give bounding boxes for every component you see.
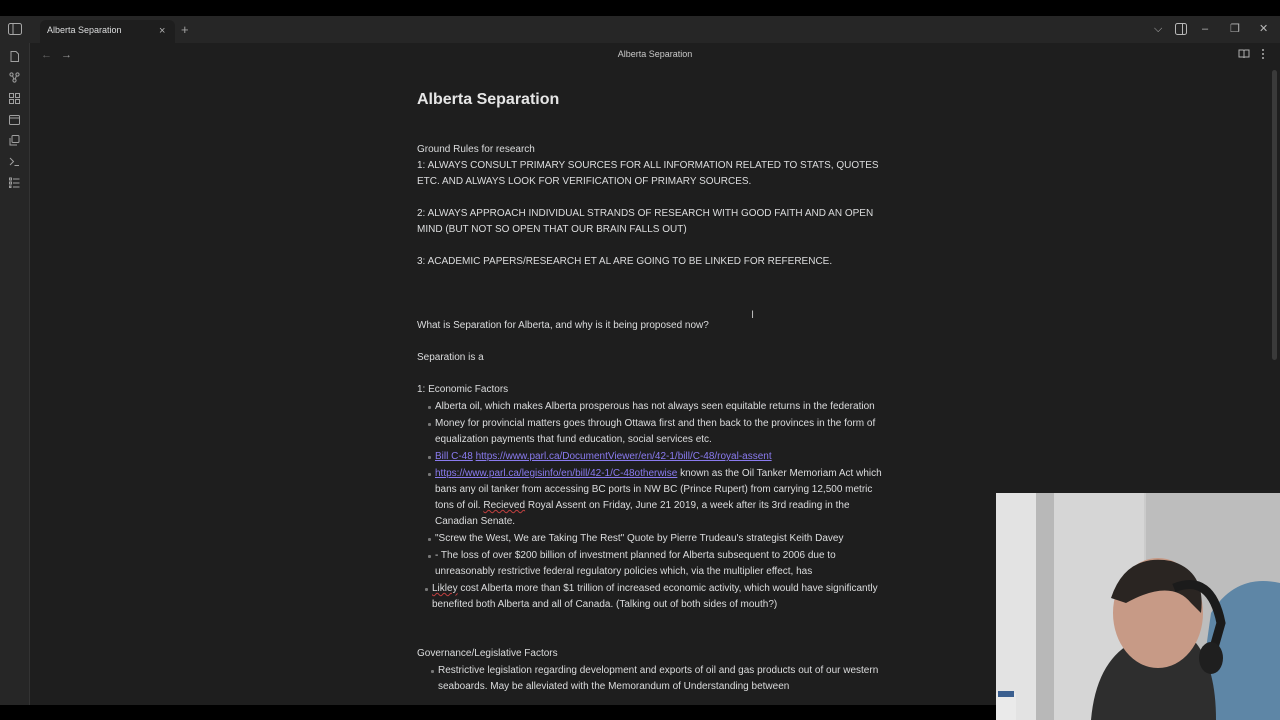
- terminal-icon[interactable]: [9, 156, 20, 167]
- list-item-text: cost Alberta more than $1 trillion of increased economic activity, which would have significantly benefited both Alberta and all of Canada. (Talking out of both sides of mouth?): [432, 583, 878, 610]
- back-arrow-icon[interactable]: ←: [41, 49, 52, 61]
- view-header-title[interactable]: Alberta Separation: [617, 49, 693, 59]
- forward-arrow-icon[interactable]: →: [61, 49, 72, 61]
- webcam-overlay: [996, 493, 1280, 720]
- list-item-text: Restrictive legislation regarding development and exports of oil and gas products out of our western seaboards. May be alleviated with the Memorandum of Understanding between: [438, 665, 879, 692]
- list-item-text: - The loss of over $200 billion of investment planned for Alberta subsequent to 2006 due to unreasonably restrictive federal regulatory policies which, via the multiplier effect, has: [435, 550, 836, 577]
- text-cursor-icon: Ι: [751, 309, 755, 321]
- right-sidebar-toggle-icon[interactable]: [1175, 23, 1187, 35]
- minimize-icon[interactable]: –: [1202, 23, 1209, 35]
- list-item[interactable]: [420, 663, 890, 695]
- list-item[interactable]: [417, 531, 887, 547]
- separation-line[interactable]: Separation is a: [417, 352, 484, 363]
- list-item[interactable]: [417, 399, 887, 415]
- list-icon[interactable]: [9, 177, 20, 188]
- governance-heading[interactable]: Governance/Legislative Factors: [417, 648, 558, 659]
- ground-rule-1[interactable]: 1: ALWAYS CONSULT PRIMARY SOURCES FOR ALL INFORMATION RELATED TO STATS, QUOTES ETC. AND ALWAYS LOOK FOR VERIFICATION OF PRIMARY SOURCES.: [417, 160, 879, 187]
- editor-scrollbar[interactable]: [1272, 70, 1277, 360]
- canvas-icon[interactable]: [9, 93, 20, 104]
- sidebar-toggle-icon[interactable]: [8, 23, 22, 35]
- reading-mode-icon[interactable]: [1238, 48, 1250, 60]
- list-item-text: known as the Oil Tanker Memoriam Act which bans any oil tanker from accessing BC ports in NW BC (Prince Rupert) from carrying 12,500 metric tons of oil.: [435, 468, 882, 511]
- graph-icon[interactable]: [9, 72, 20, 83]
- ground-rule-3[interactable]: 3: ACADEMIC PAPERS/RESEARCH ET AL ARE GOING TO BE LINKED FOR REFERENCE.: [417, 256, 833, 267]
- parl-document-viewer-link[interactable]: https://www.parl.ca/DocumentViewer/en/42-1/bill/C-48/royal-assent: [475, 451, 772, 462]
- list-item-text: "Screw the West, We are Taking The Rest" Quote by Pierre Trudeau's strategist Keith Davey: [435, 533, 844, 544]
- more-options-icon[interactable]: [1257, 48, 1269, 60]
- list-item[interactable]: [417, 449, 887, 465]
- copy-icon[interactable]: [9, 135, 20, 146]
- ground-rule-2[interactable]: 2: ALWAYS APPROACH INDIVIDUAL STRANDS OF RESEARCH WITH GOOD FAITH AND AN OPEN MIND (BUT NOT SO OPEN THAT OUR BRAIN FALLS OUT): [417, 208, 874, 235]
- misspelled-word[interactable]: Likley: [432, 583, 458, 594]
- ground-rules-heading[interactable]: Ground Rules for research: [417, 144, 535, 155]
- tab-bar: [0, 16, 1280, 43]
- question-line[interactable]: What is Separation for Alberta, and why is it being proposed now?: [417, 320, 709, 331]
- left-ribbon: [0, 43, 30, 705]
- misspelled-word[interactable]: Recieved: [483, 500, 526, 511]
- close-tab-icon[interactable]: ×: [159, 25, 166, 37]
- parl-legisinfo-link[interactable]: https://www.parl.ca/legisinfo/en/bill/42-1/C-48otherwise: [435, 468, 678, 479]
- tab-list-dropdown-icon[interactable]: ⌵: [1154, 23, 1163, 35]
- webcam-image: [996, 493, 1280, 720]
- os-bottom-bar: [0, 705, 996, 720]
- calendar-icon[interactable]: [9, 114, 20, 125]
- close-window-icon[interactable]: ✕: [1259, 23, 1269, 35]
- list-item[interactable]: [414, 581, 884, 613]
- list-item[interactable]: [417, 548, 887, 580]
- list-item-text: Royal Assent on Friday, June 21 2019, a week after its 3rd reading in the Canadian Senate.: [435, 500, 850, 527]
- list-item[interactable]: [417, 466, 887, 530]
- list-item-text: Alberta oil, which makes Alberta prosperous has not always seen equitable returns in the federation: [435, 401, 875, 412]
- tab-alberta-separation[interactable]: [40, 20, 175, 43]
- os-top-bar: [0, 0, 1280, 16]
- list-item[interactable]: [417, 416, 887, 448]
- bill-c48-link[interactable]: Bill C-48: [435, 451, 473, 462]
- list-item-text: Money for provincial matters goes through Ottawa first and then back to the provinces in the form of equalization payments that fund education, social services etc.: [435, 418, 876, 445]
- new-tab-icon[interactable]: +: [181, 22, 189, 37]
- maximize-icon[interactable]: ❐: [1230, 23, 1240, 35]
- note-editor[interactable]: [417, 88, 887, 696]
- tab-title: Alberta Separation: [47, 25, 122, 35]
- note-title[interactable]: Alberta Separation: [417, 91, 560, 108]
- economic-factors-heading[interactable]: 1: Economic Factors: [417, 384, 509, 395]
